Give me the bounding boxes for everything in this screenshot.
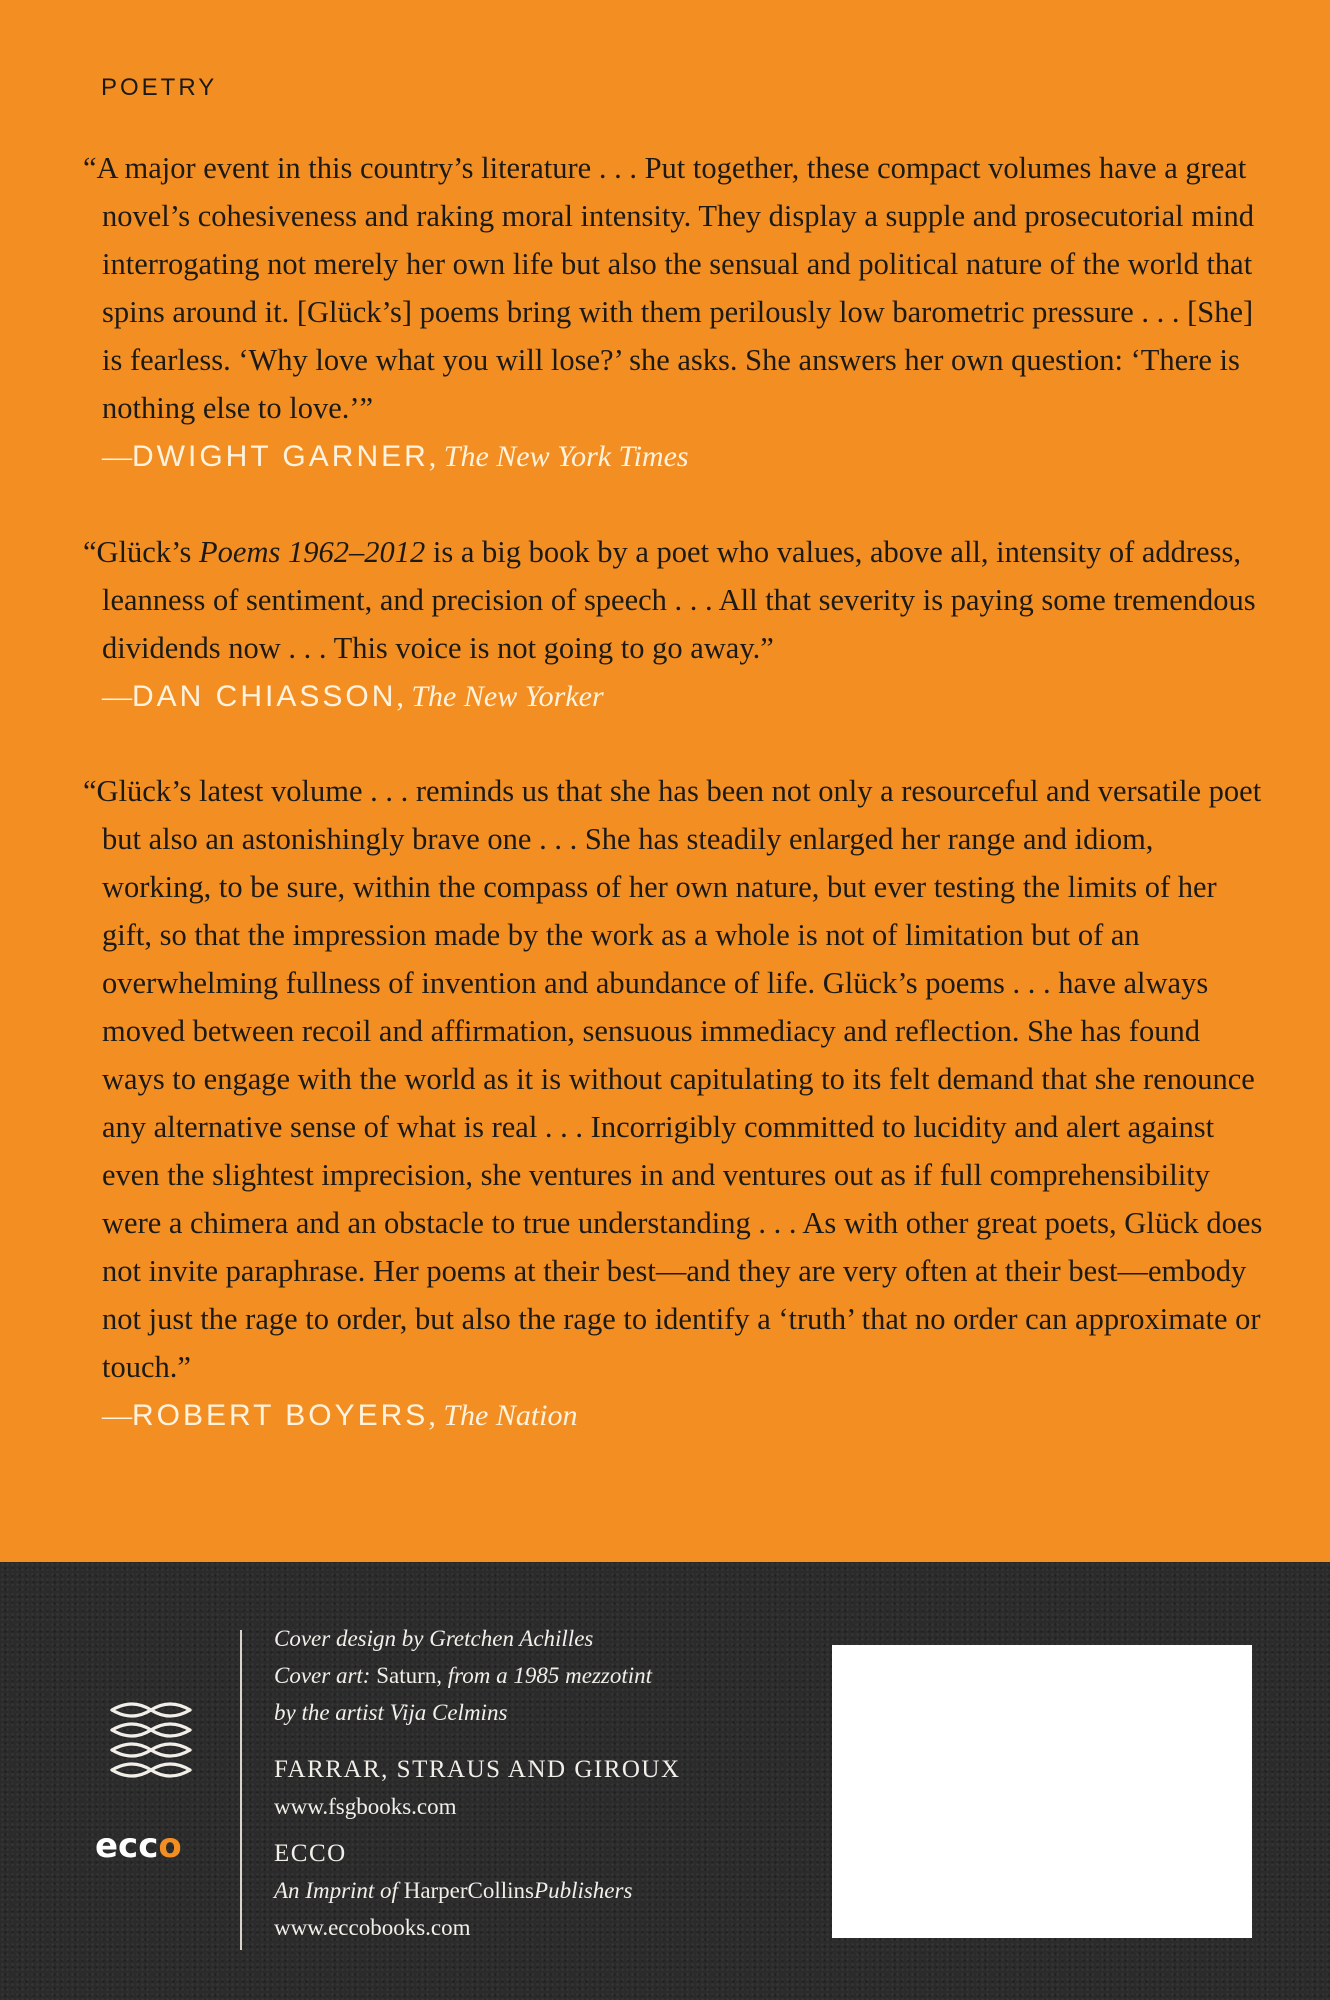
publisher-fsg-url[interactable]: www.fsgbooks.com xyxy=(274,1794,457,1819)
blurb-1 xyxy=(83,144,1263,481)
ecco-logo-accent: o xyxy=(158,1826,182,1866)
attribution-publication: The Nation xyxy=(443,1399,578,1432)
blurb-2 xyxy=(83,528,1263,721)
attribution-publication: The New York Times xyxy=(443,440,689,473)
cover-art-artist: by the artist Vija Celmins xyxy=(274,1700,508,1725)
blurb-quote: “Glück’s latest volume . . . reminds us that she has been not only a resourceful and versatile poet but also an astonishingly brave one . . . She has steadily enlarged her range and idiom, working, to be sure, within the compass of her own nature, but ever testing the limits of her gift, so that the impression made by the work as a whole is not of limitation but of an overwhelming fullness of invention and abundance of life. Glück’s poems . . . have always moved between recoil and affirmation, sensuous immediacy and reflection. She has found ways to engage with the world as it is without capitulating to its felt demand that she renounce any alternative sense of what is real . . . Incorrigibly committed to lucidity and alert against even the slightest imprecision, she ventures in and ventures out as if full comprehensibility were a chimera and an obstacle to true understanding . . . As with other great poets, Glück does not invite paraphrase. Her poems at their best—and they are very often at their best—embody not just the rage to order, but also the rage to identify a ‘truth’ that no order can approximate or touch.” xyxy=(83,774,1263,1384)
publisher-fsg: FARRAR, STRAUS AND GIROUX xyxy=(274,1756,681,1783)
blurb-quote: “A major event in this country’s literature . . . Put together, these compact volumes have a great novel’s cohesiveness and raking moral intensity. They display a supple and prosecutorial mind interrogating not merely her own life but also the sensual and political nature of the world that spins around it. [Glück’s] poems bring with them perilously low barometric pressure . . . [She] is fearless. ‘Why love what you will lose?’ she asks. She answers her own question: ‘There is nothing else to love.’” xyxy=(83,151,1254,425)
blurb-attribution: —ROBERT BOYERS, The Nation xyxy=(102,1399,578,1432)
attribution-author: DWIGHT GARNER xyxy=(132,440,429,473)
blurb-attribution: —DAN CHIASSON, The New Yorker xyxy=(102,680,604,713)
divider-line xyxy=(240,1630,242,1950)
fsg-logo-icon xyxy=(108,1700,194,1780)
quote-book-title: Poems 1962–2012 xyxy=(199,535,426,569)
imprint-line xyxy=(274,1872,794,1909)
ecco-logo-letters: ecc xyxy=(95,1826,159,1866)
cover-art-title: Saturn xyxy=(376,1663,437,1688)
cover-art-rest: , from a 1985 mezzotint xyxy=(436,1663,653,1688)
attribution-dash: — xyxy=(102,440,132,473)
imprint-tail: Publishers xyxy=(534,1878,633,1903)
attribution-dash: — xyxy=(102,680,132,713)
attribution-author: ROBERT BOYERS xyxy=(132,1399,429,1432)
barcode-placeholder xyxy=(832,1645,1252,1938)
cover-art-credit xyxy=(274,1657,794,1694)
attribution-publication: The New Yorker xyxy=(411,680,604,713)
cover-art-label: Cover art: xyxy=(274,1663,377,1688)
blurb-attribution: —DWIGHT GARNER, The New York Times xyxy=(102,440,689,473)
quote-lead: “Glück’s xyxy=(83,535,200,569)
blurb-quote xyxy=(83,528,1263,672)
publisher-ecco-url[interactable]: www.eccobooks.com xyxy=(274,1915,471,1940)
credits-block xyxy=(274,1620,794,1946)
category-label: POETRY xyxy=(101,74,218,101)
attribution-author: DAN CHIASSON xyxy=(132,680,397,713)
ecco-logo-icon xyxy=(95,1826,182,1866)
imprint-name: HarperCollins xyxy=(403,1878,535,1903)
imprint-lead: An Imprint of xyxy=(274,1878,404,1903)
blurb-3 xyxy=(83,767,1263,1440)
cover-design-credit: Cover design by Gretchen Achilles xyxy=(274,1626,594,1651)
quote-rest: is a big book by a poet who values, above all, intensity of address, leanness of sentiment, and precision of speech . . . All that severity is paying some tremendous dividends now . . . This voice is not going to go away.” xyxy=(102,535,1256,665)
publisher-ecco: ECCO xyxy=(274,1840,347,1867)
attribution-dash: — xyxy=(102,1399,132,1432)
